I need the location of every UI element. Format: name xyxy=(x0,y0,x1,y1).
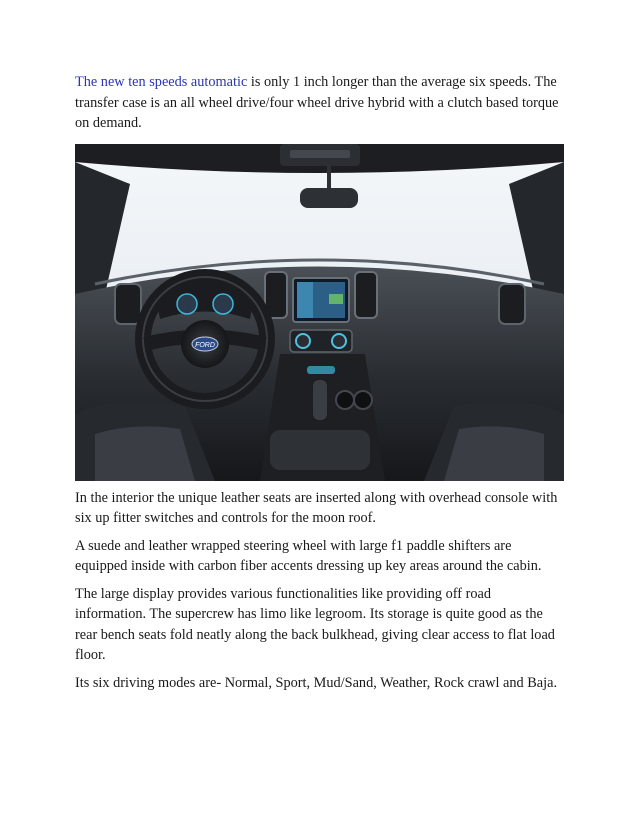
paragraph-steering-wheel: A suede and leather wrapped steering wheel with large f1 paddle shifters are equipped inside with carbon fiber accents dressing up key areas around the cabin. xyxy=(75,537,542,574)
gear-shifter xyxy=(313,380,327,420)
paragraph-display: The large display provides various functionalities like providing off road information. The supercrew has limo like legroom. Its storage is quite good as the rear bench seats fold neatly along the back bulkhead, giving clear access to flat load floor. xyxy=(75,585,555,663)
ten-speed-link[interactable]: The new ten speeds automatic xyxy=(75,74,248,90)
paragraph-interior: In the interior the unique leather seats are inserted along with overhead console with six up fitter switches and controls for the moon roof. xyxy=(75,489,558,526)
intro-paragraph xyxy=(75,72,565,134)
ford-badge: FORD xyxy=(195,341,215,349)
document-page xyxy=(75,72,565,700)
paragraph-driving-modes: Its six driving modes are- Normal, Sport, Mud/Sand, Weather, Rock crawl and Baja. xyxy=(75,674,558,691)
rearview-mirror xyxy=(300,188,358,208)
intro-text: is only 1 inch longer than the average six speeds. The transfer case is an all wheel drive/four wheel drive hybrid with a clutch based torque on demand. xyxy=(75,74,559,131)
truck-interior-photo xyxy=(75,144,564,481)
